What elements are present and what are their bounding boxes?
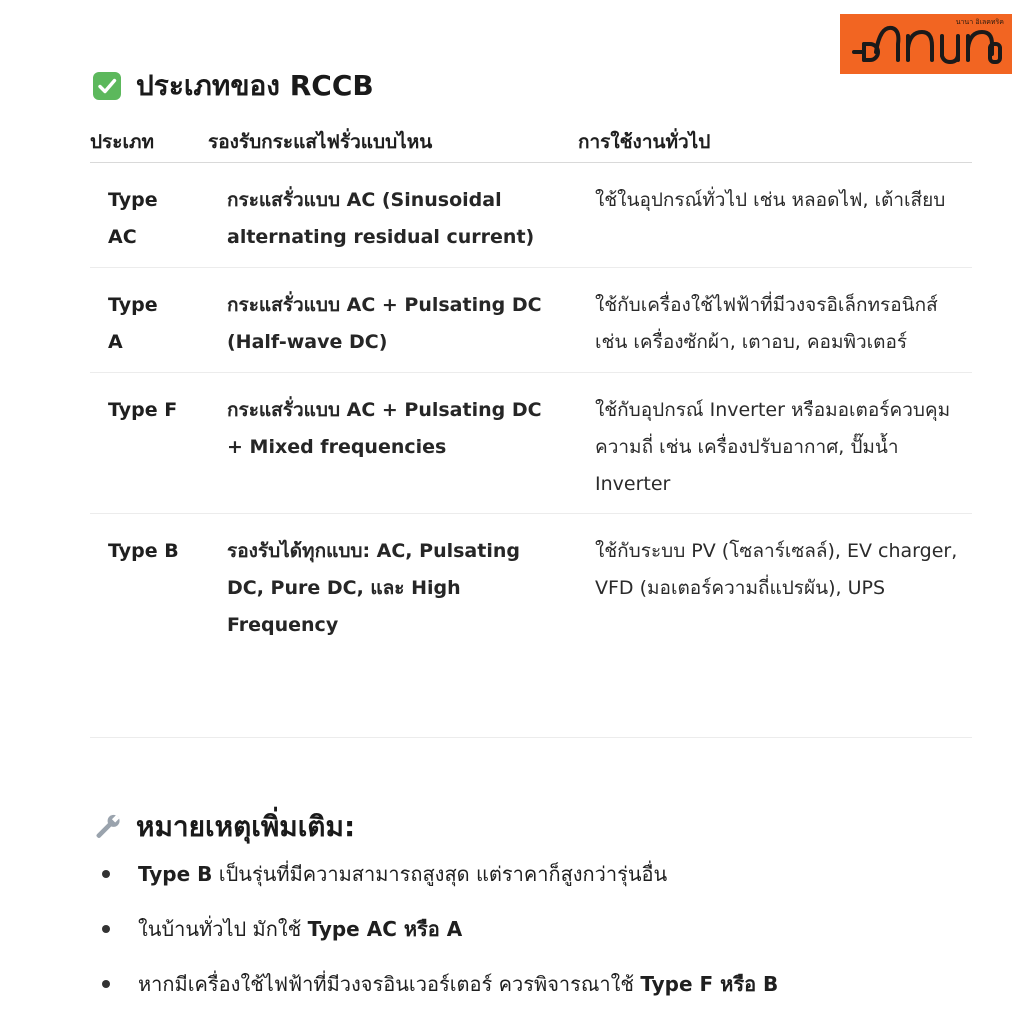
cell-type: Type B bbox=[108, 540, 179, 562]
note-emphasis: Type AC หรือ A bbox=[307, 917, 463, 941]
section-title-notes bbox=[92, 805, 355, 849]
note-text: ในบ้านทั่วไป มักใช้ bbox=[138, 917, 308, 941]
header-support: รองรับกระแสไฟรั่วแบบไหน bbox=[208, 131, 433, 153]
cell-support: กระแสรั่วแบบ AC + Pulsating DC + Mixed frequencies bbox=[227, 399, 542, 458]
cell-type: Type A bbox=[108, 294, 158, 353]
notes-list bbox=[100, 852, 778, 1017]
cell-support: กระแสรั่วแบบ AC (Sinusoidal alternating residual current) bbox=[227, 189, 535, 248]
cell-support: รองรับได้ทุกแบบ: AC, Pulsating DC, Pure DC, และ High Frequency bbox=[227, 540, 520, 636]
section-title-text: ประเภทของ RCCB bbox=[136, 69, 374, 102]
note-emphasis: Type F หรือ B bbox=[640, 972, 779, 996]
wrench-icon bbox=[92, 812, 122, 842]
list-item bbox=[100, 907, 778, 962]
bullet-icon bbox=[102, 980, 110, 988]
table-row bbox=[90, 514, 972, 738]
cell-usage: ใช้กับระบบ PV (โซลาร์เซลล์), EV charger, VFD (มอเตอร์ความถี่แปรผัน), UPS bbox=[595, 540, 958, 599]
table-row bbox=[90, 163, 972, 268]
logo-caption: นานา อิเลคทริค bbox=[955, 18, 1004, 26]
note-text: หากมีเครื่องใช้ไฟฟ้าที่มีวงจรอินเวอร์เตอร์ ควรพิจารณาใช้ bbox=[138, 972, 641, 996]
bullet-icon bbox=[102, 870, 110, 878]
bullet-icon bbox=[102, 925, 110, 933]
brand-logo bbox=[840, 14, 1012, 74]
section-title-text: หมายเหตุเพิ่มเติม: bbox=[136, 810, 356, 843]
list-item bbox=[100, 962, 778, 1017]
header-usage: การใช้งานทั่วไป bbox=[578, 131, 711, 153]
cell-usage: ใช้กับเครื่องใช้ไฟฟ้าที่มีวงจรอิเล็กทรอนิกส์ เช่น เครื่องซักผ้า, เตาอบ, คอมพิวเตอร์ bbox=[595, 294, 938, 353]
check-box-icon bbox=[92, 71, 122, 101]
section-title-rccb-types bbox=[92, 64, 374, 108]
table-header bbox=[90, 124, 972, 163]
cell-type: Type F bbox=[108, 399, 178, 421]
cell-usage: ใช้กับอุปกรณ์ Inverter หรือมอเตอร์ควบคุมความถี่ เช่น เครื่องปรับอากาศ, ปั๊มน้ำ Inverter bbox=[595, 399, 951, 495]
cell-usage: ใช้ในอุปกรณ์ทั่วไป เช่น หลอดไฟ, เต้าเสียบ bbox=[595, 189, 946, 211]
header-type: ประเภท bbox=[90, 131, 155, 153]
note-text: เป็นรุ่นที่มีความสามารถสูงสุด แต่ราคาก็สูงกว่ารุ่นอื่น bbox=[212, 862, 668, 886]
table-row bbox=[90, 268, 972, 373]
cell-type: Type AC bbox=[108, 189, 158, 248]
note-emphasis: Type B bbox=[138, 862, 213, 886]
table-row bbox=[90, 373, 972, 514]
cell-support: กระแสรั่วแบบ AC + Pulsating DC (Half-wave DC) bbox=[227, 294, 542, 353]
list-item bbox=[100, 852, 778, 907]
